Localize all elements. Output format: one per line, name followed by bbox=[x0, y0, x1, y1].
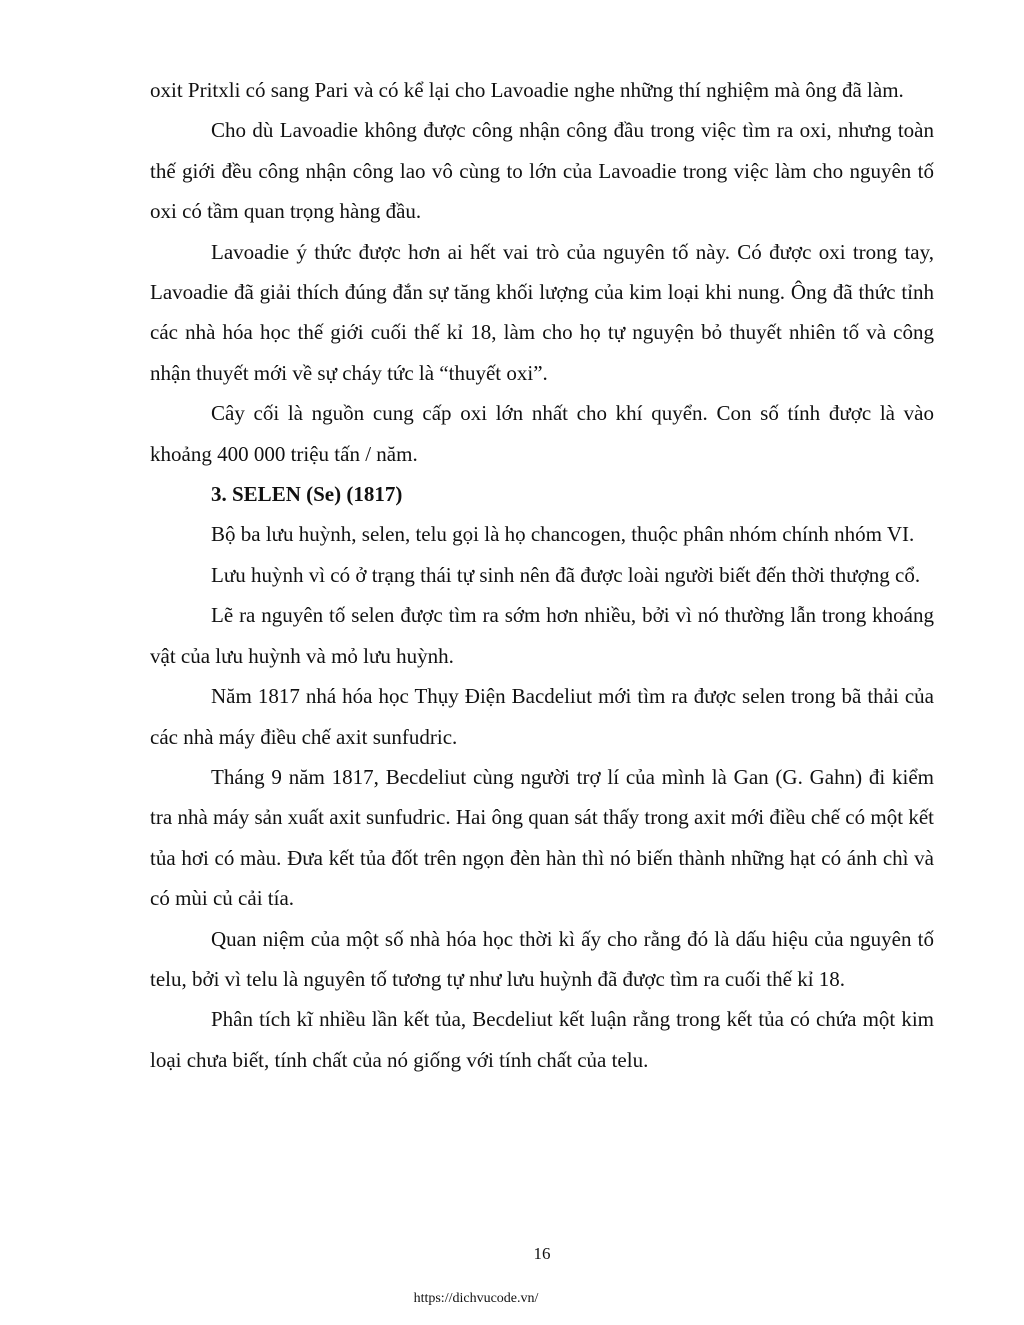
section-heading: 3. SELEN (Se) (1817) bbox=[211, 482, 403, 507]
paragraph: Lưu huỳnh vì có ở trạng thái tự sinh nên đã được loài người biết đến thời thượng cổ. bbox=[211, 562, 921, 587]
paragraph: Lavoadie ý thức được hơn ai hết vai trò của nguyên tố này. Có được oxi trong tay, Lavoadie đã giải thích đúng đắn sự tăng khối lượng của kim loại khi nung. Ông đã thức tỉnh các nhà hóa học thế giới cuối thế kỉ 18, làm cho họ tự nguyện bỏ thuyết nhiên tố và công nhận thuyết mới về sự cháy tức là “thuyết oxi”. bbox=[150, 239, 934, 385]
paragraph: Lẽ ra nguyên tố selen được tìm ra sớm hơn nhiều, bởi vì nó thường lẫn trong khoáng vật của lưu huỳnh và mỏ lưu huỳnh. bbox=[150, 603, 934, 668]
paragraph: Quan niệm của một số nhà hóa học thời kì ấy cho rằng đó là dấu hiệu của nguyên tố telu, bởi vì telu là nguyên tố tương tự như lưu huỳnh đã được tìm ra cuối thế kỉ 18. bbox=[150, 926, 934, 991]
paragraph: Năm 1817 nhá hóa học Thụy Điện Bacdeliut mới tìm ra được selen trong bã thải của các nhà máy điều chế axit sunfudric. bbox=[150, 684, 934, 749]
paragraph: Tháng 9 năm 1817, Becdeliut cùng người trợ lí của mình là Gan (G. Gahn) đi kiểm tra nhà máy sản xuất axit sunfudric. Hai ông quan sát thấy trong axit mới điều chế có một kết tủa hơi có màu. Đưa kết tủa đốt trên ngọn đèn hàn thì nó biến thành những hạt có ánh chì và có mùi củ cải tía. bbox=[150, 764, 934, 911]
paragraph: Cây cối là nguồn cung cấp oxi lớn nhất cho khí quyển. Con số tính được là vào khoảng 400 000 triệu tấn / năm. bbox=[150, 401, 934, 466]
paragraph: Bộ ba lưu huỳnh, selen, telu gọi là họ chancogen, thuộc phân nhóm chính nhóm VI. bbox=[211, 522, 915, 547]
footer-url[interactable]: https://dichvucode.vn/ bbox=[413, 1291, 539, 1306]
page-number: 16 bbox=[533, 1244, 551, 1263]
paragraph-continuation: oxit Pritxli có sang Pari và có kể lại cho Lavoadie nghe những thí nghiệm mà ông đã làm. bbox=[150, 78, 904, 102]
paragraph: Cho dù Lavoadie không được công nhận công đầu trong việc tìm ra oxi, nhưng toàn thế giới đều công nhận công lao vô cùng to lớn của Lavoadie trong việc làm cho nguyên tố oxi có tầm quan trọng hàng đầu. bbox=[150, 118, 934, 224]
document-body bbox=[150, 70, 934, 1080]
paragraph: Phân tích kĩ nhiều lần kết tủa, Becdeliut kết luận rằng trong kết tủa có chứa một kim loại chưa biết, tính chất của nó giống với tính chất của telu. bbox=[150, 1007, 934, 1072]
